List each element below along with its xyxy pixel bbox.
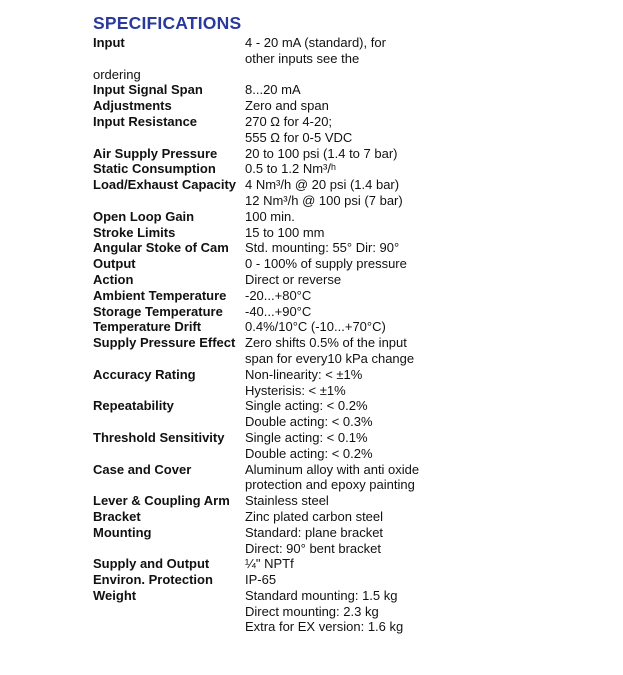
spec-value-line: Hysterisis: < ±1% [245, 382, 346, 398]
spec-value [245, 462, 533, 494]
spec-row [93, 240, 533, 256]
spec-row [93, 588, 533, 635]
spec-label: Ambient Temperature [93, 287, 227, 303]
spec-row [93, 556, 533, 572]
spec-row [93, 177, 533, 209]
spec-value-line: Direct mounting: 2.3 kg [245, 603, 379, 619]
spec-row [93, 525, 533, 557]
spec-value-line: Zero and span [245, 98, 329, 114]
spec-value [245, 35, 533, 67]
spec-label: Static Consumption [93, 161, 216, 177]
spec-label: Stroke Limits [93, 224, 176, 240]
spec-value-line: Extra for EX version: 1.6 kg [245, 619, 404, 635]
spec-value [245, 588, 533, 635]
spec-value-line: Direct or reverse [245, 271, 342, 287]
spec-label: Output [93, 256, 136, 272]
spec-value [245, 146, 533, 162]
spec-value [245, 304, 533, 320]
spec-value-line: 0.4%/10°C (-10...+70°C) [245, 319, 386, 335]
spec-label: Input [93, 35, 125, 50]
spec-label: Mounting [93, 524, 152, 540]
spec-value-line: -20...+80°C [245, 287, 312, 303]
spec-value-line: 15 to 100 mm [245, 224, 325, 240]
spec-label: Repeatability [93, 398, 174, 414]
spec-row [93, 256, 533, 272]
spec-row [93, 462, 533, 494]
spec-value [245, 272, 533, 288]
spec-value [245, 556, 533, 572]
spec-value-line: Std. mounting: 55° Dir: 90° [245, 240, 400, 256]
spec-row [93, 509, 533, 525]
spec-value [245, 335, 533, 367]
spec-value [245, 509, 533, 525]
spec-value-line: -40...+90°C [245, 303, 312, 319]
spec-value-line: IP-65 [245, 572, 277, 588]
spec-label: Supply Pressure Effect [93, 335, 236, 351]
spec-value-line: Double acting: < 0.2% [245, 445, 373, 461]
spec-value [245, 114, 533, 146]
spec-row [93, 225, 533, 241]
spec-value-line: 20 to 100 psi (1.4 to 7 bar) [245, 145, 398, 161]
spec-value [245, 398, 533, 430]
spec-row [93, 493, 533, 509]
spec-value [245, 177, 533, 209]
spec-label: Supply and Output [93, 556, 210, 572]
spec-value-line: 4 Nm³/h @ 20 psi (1.4 bar) [245, 177, 400, 193]
spec-label: Storage Temperature [93, 303, 223, 319]
spec-value-line: 555 Ω for 0-5 VDC [245, 129, 353, 145]
spec-label: Action [93, 271, 134, 287]
spec-value-line: Zero shifts 0.5% of the input [245, 335, 407, 351]
spec-label: Adjustments [93, 98, 172, 114]
spec-value-line: Single acting: < 0.2% [245, 398, 368, 414]
spec-row [93, 572, 533, 588]
spec-value-line: 8...20 mA [245, 82, 301, 98]
spec-value-line: Direct: 90° bent bracket [245, 540, 381, 556]
spec-value-line: 0 - 100% of supply pressure [245, 256, 407, 272]
spec-label: Load/Exhaust Capacity [93, 177, 237, 193]
spec-label: Accuracy Rating [93, 366, 196, 382]
spec-wrap-note: ordering [93, 66, 141, 82]
spec-value-line: 100 min. [245, 208, 295, 224]
spec-value-line: Single acting: < 0.1% [245, 429, 368, 445]
spec-row [93, 304, 533, 320]
spec-row [93, 335, 533, 367]
spec-value-line: Standard mounting: 1.5 kg [245, 587, 398, 603]
spec-value-line: Non-linearity: < ±1% [245, 366, 363, 382]
spec-value-line: Double acting: < 0.3% [245, 414, 373, 430]
spec-row [93, 114, 533, 146]
spec-row [93, 319, 533, 335]
spec-label: Input Resistance [93, 113, 198, 129]
spec-value-line: ¼" NPTf [245, 556, 294, 572]
spec-label: Input Signal Span [93, 82, 203, 98]
spec-row [93, 35, 533, 67]
spec-row [93, 161, 533, 177]
spec-value [245, 225, 533, 241]
spec-label: Threshold Sensitivity [93, 429, 225, 445]
spec-value [245, 493, 533, 509]
spec-value-line: Zinc plated carbon steel [245, 508, 384, 524]
spec-row [93, 398, 533, 430]
spec-value [245, 319, 533, 335]
spec-value-line: 12 Nm³/h @ 100 psi (7 bar) [245, 192, 403, 208]
spec-label: Bracket [93, 508, 141, 524]
spec-label: Lever & Coupling Arm [93, 493, 230, 509]
spec-value [245, 209, 533, 225]
spec-row [93, 82, 533, 98]
spec-value-line: 4 - 20 mA (standard), for [245, 35, 386, 50]
spec-row [93, 272, 533, 288]
spec-value [245, 82, 533, 98]
spec-value-line: 270 Ω for 4-20; [245, 113, 333, 129]
spec-value [245, 161, 533, 177]
spec-row [93, 288, 533, 304]
page-title: SPECIFICATIONS [93, 13, 242, 33]
spec-value [245, 256, 533, 272]
specifications-sheet [93, 12, 533, 635]
spec-value-line: protection and epoxy painting [245, 477, 415, 493]
spec-row [93, 146, 533, 162]
spec-label: Air Supply Pressure [93, 145, 218, 161]
spec-label: Weight [93, 587, 137, 603]
spec-value [245, 98, 533, 114]
spec-value-line: Stainless steel [245, 493, 329, 509]
spec-label: Open Loop Gain [93, 208, 195, 224]
spec-value [245, 525, 533, 557]
spec-value [245, 288, 533, 304]
spec-value-line: 0.5 to 1.2 Nm³/ʰ [245, 161, 336, 177]
spec-row [93, 209, 533, 225]
spec-row [93, 98, 533, 114]
spec-row [93, 367, 533, 399]
spec-label: Environ. Protection [93, 572, 213, 588]
spec-label: Angular Stoke of Cam [93, 240, 229, 256]
spec-value-line: Aluminum alloy with anti oxide [245, 461, 420, 477]
spec-list [93, 35, 533, 635]
spec-value-line: other inputs see the [245, 50, 360, 66]
spec-value-line: span for every10 kPa change [245, 350, 415, 366]
spec-value [245, 572, 533, 588]
spec-value [245, 367, 533, 399]
spec-value [245, 430, 533, 462]
spec-value [245, 240, 533, 256]
spec-label: Case and Cover [93, 461, 192, 477]
spec-value-line: Standard: plane bracket [245, 524, 384, 540]
spec-label: Temperature Drift [93, 319, 202, 335]
spec-row [93, 430, 533, 462]
